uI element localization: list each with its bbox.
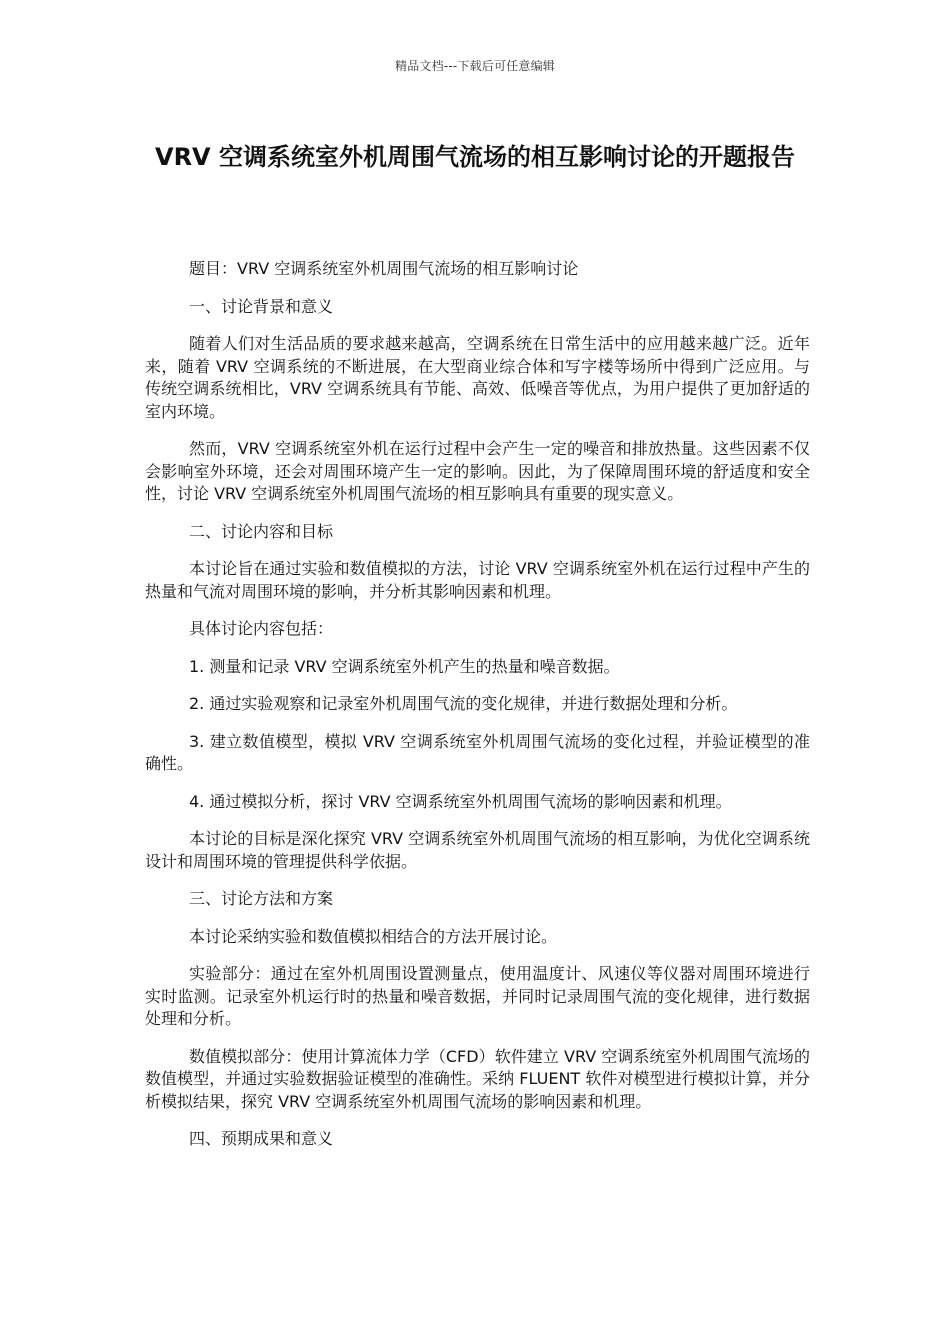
paragraph: 本讨论采纳实验和数值模拟相结合的方法开展讨论。 [189,926,558,946]
section-heading-1: 一、讨论背景和意义 [189,296,334,316]
section-heading-2: 二、讨论内容和目标 [189,521,334,541]
paragraph: 具体讨论内容包括： [189,619,334,638]
list-item: 3. 建立数值模型，模拟 VRV 空调系统室外机周围气流场的变化过程，并验证模型的准确性。 [145,731,810,773]
paragraph: 实验部分：通过在室外机周围设置测量点，使用温度计、风速仪等仪器对周围环境进行实时监测。记录室外机运行时的热量和噪音数据，并同时记录周围气流的变化规律，进行数据处理和分析。 [145,964,810,1028]
document-body [145,258,810,1166]
paragraph: 本讨论旨在通过实验和数值模拟的方法，讨论 VRV 空调系统室外机在运行过程中产生的热量和气流对周围环境的影响，并分析其影响因素和机理。 [145,559,810,601]
document-title: VRV 空调系统室外机周围气流场的相互影响讨论的开题报告 [155,143,795,171]
list-item: 2. 通过实验观察和记录室外机周围气流的变化规律，并进行数据处理和分析。 [189,694,738,713]
section-heading-4: 四、预期成果和意义 [189,1129,334,1148]
paragraph: 随着人们对生活品质的要求越来越高，空调系统在日常生活中的应用越来越广泛。近年来，随着 VRV 空调系统的不断进展，在大型商业综合体和写字楼等场所中得到广泛应用。与传统空调系统相比，VRV 空调系统具有节能、高效、低噪音等优点，为用户提供了更加舒适的室内环境。 [145,334,810,421]
paragraph: 然而，VRV 空调系统室外机在运行过程中会产生一定的噪音和排放热量。这些因素不仅会影响室外环境，还会对周围环境产生一定的影响。因此，为了保障周围环境的舒适度和安全性，讨论 VRV 空调系统室外机周围气流场的相互影响具有重要的现实意义。 [145,439,810,503]
paragraph: 本讨论的目标是深化探究 VRV 空调系统室外机周围气流场的相互影响，为优化空调系统设计和周围环境的管理提供科学依据。 [145,829,810,871]
paragraph: 数值模拟部分：使用计算流体力学（CFD）软件建立 VRV 空调系统室外机周围气流场的数值模型，并通过实验数据验证模型的准确性。采纳 FLUENT 软件对模型进行模拟计算，并分析模拟结果，探究 VRV 空调系统室外机周围气流场的影响因素和机理。 [145,1046,810,1111]
topic-line: 题目：VRV 空调系统室外机周围气流场的相互影响讨论 [189,259,579,278]
list-item: 4. 通过模拟分析，探讨 VRV 空调系统室外机周围气流场的影响因素和机理。 [189,791,732,811]
header-note: 精品文档---下载后可任意编辑 [395,59,555,73]
list-item: 1. 测量和记录 VRV 空调系统室外机产生的热量和噪音数据。 [189,656,620,676]
section-heading-3: 三、讨论方法和方案 [189,889,334,908]
